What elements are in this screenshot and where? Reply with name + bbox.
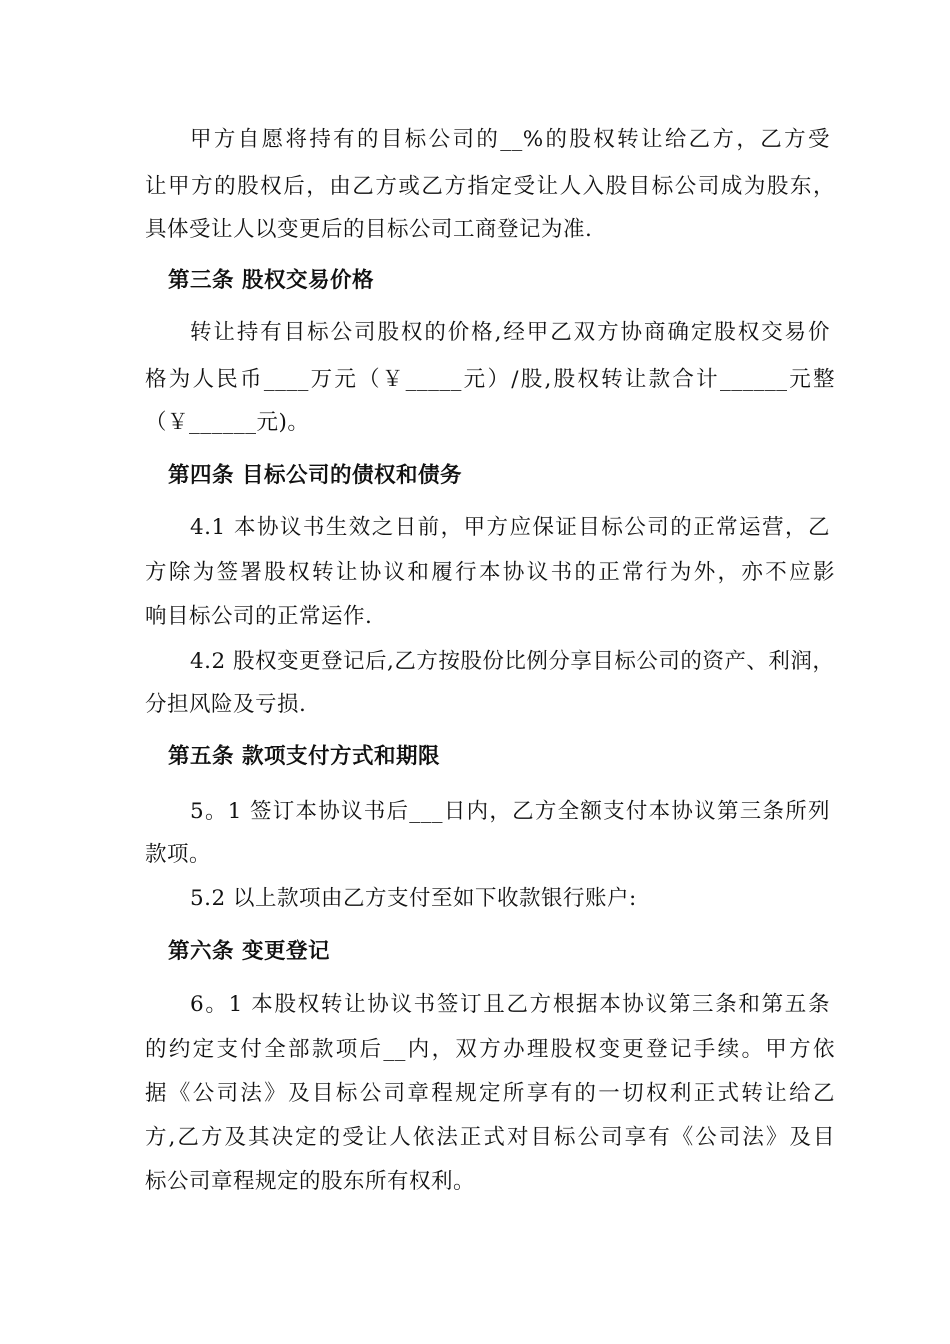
paragraph-line: （￥______元)。 [145, 410, 310, 435]
section-heading-6: 第六条 变更登记 [168, 939, 330, 964]
paragraph-line: 响目标公司的正常运作. [145, 604, 373, 629]
paragraph-line: 的约定支付全部款项后__内，双方办理股权变更登记手续。甲方依 [145, 1037, 835, 1062]
paragraph-line: 6。1 本股权转让协议书签订且乙方根据本协议第三条和第五条 [190, 992, 830, 1017]
paragraph-line: 4.2 股权变更登记后,乙方按股份比例分享目标公司的资产、利润， [190, 649, 835, 674]
section-heading-5: 第五条 款项支付方式和期限 [168, 744, 440, 769]
paragraph-line: 让甲方的股权后，由乙方或乙方指定受让人入股目标公司成为股东， [145, 174, 835, 199]
paragraph-line: 5。1 签订本协议书后___日内，乙方全额支付本协议第三条所列 [190, 799, 830, 824]
paragraph-line: 方,乙方及其决定的受让人依法正式对目标公司享有《公司法》及目 [145, 1125, 835, 1150]
paragraph-line: 标公司章程规定的股东所有权利。 [145, 1169, 476, 1194]
paragraph-line: 格为人民币____万元（￥_____元）/股,股权转让款合计______元整 [145, 367, 835, 392]
paragraph-line: 方除为签署股权转让协议和履行本协议书的正常行为外，亦不应影 [145, 560, 835, 585]
paragraph-line: 转让持有目标公司股权的价格,经甲乙双方协商确定股权交易价 [190, 320, 830, 345]
section-heading-3: 第三条 股权交易价格 [168, 268, 374, 293]
paragraph-line: 5.2 以上款项由乙方支付至如下收款银行账户: [190, 886, 637, 911]
paragraph-line: 款项。 [145, 842, 212, 867]
paragraph-line: 4.1 本协议书生效之日前，甲方应保证目标公司的正常运营，乙 [190, 515, 830, 540]
paragraph-line: 分担风险及亏损. [145, 692, 307, 717]
section-heading-4: 第四条 目标公司的债权和债务 [168, 463, 462, 488]
paragraph-line: 甲方自愿将持有的目标公司的__%的股权转让给乙方，乙方受 [190, 127, 830, 152]
paragraph-line: 据《公司法》及目标公司章程规定所享有的一切权利正式转让给乙 [145, 1081, 835, 1106]
paragraph-line: 具体受让人以变更后的目标公司工商登记为准. [145, 217, 593, 242]
